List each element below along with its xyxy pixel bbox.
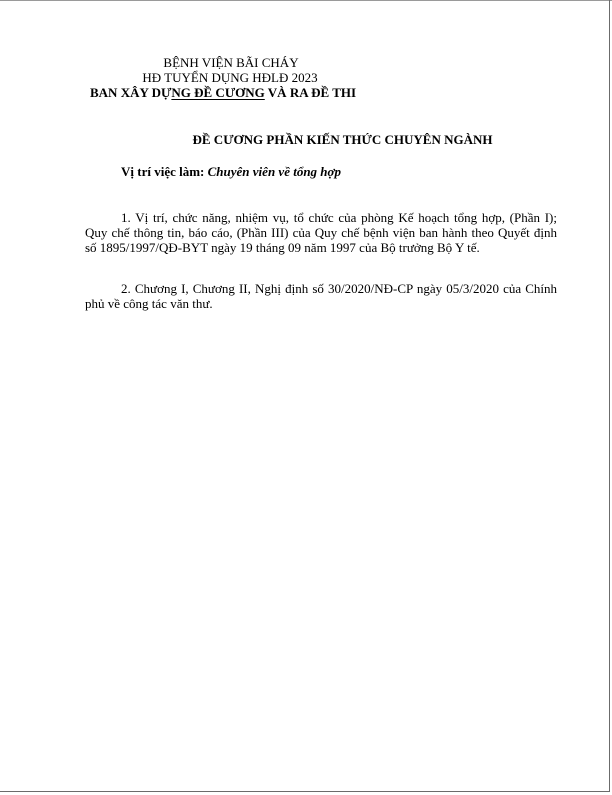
document-header — [85, 55, 375, 100]
content-item-2: 2. Chương I, Chương II, Nghị định số 30/2020/NĐ-CP ngày 05/3/2020 của Chính phủ về công tác văn thư. — [85, 281, 557, 311]
document-title: ĐỀ CƯƠNG PHẦN KIẾN THỨC CHUYÊN NGÀNH — [192, 132, 493, 147]
job-position-label: Vị trí việc làm: — [121, 164, 208, 179]
job-position — [121, 164, 341, 180]
drafting-board-part1: BAN XÂY DỰ — [90, 85, 172, 100]
hospital-name: BỆNH VIỆN BÃI CHÁY — [163, 55, 299, 70]
content-item-1: 1. Vị trí, chức năng, nhiệm vụ, tổ chức của phòng Kế hoạch tổng hợp, (Phần I); Quy chế thông tin, báo cáo, (Phần III) của Quy chế bệnh viện ban hành theo Quyết định số 1895/1997/QĐ-BYT ngày 19 tháng 09 năm 1997 của Bộ trưởng Bộ Y tế. — [85, 210, 557, 255]
recruitment-council: HĐ TUYỂN DỤNG HĐLĐ 2023 — [142, 70, 318, 85]
drafting-board-part2: VÀ RA ĐỀ THI — [264, 85, 357, 100]
job-position-value: Chuyên viên về tổng hợp — [207, 164, 342, 179]
drafting-board-underlined: NG ĐỀ CƯƠNG — [171, 85, 265, 100]
drafting-board — [90, 85, 375, 100]
